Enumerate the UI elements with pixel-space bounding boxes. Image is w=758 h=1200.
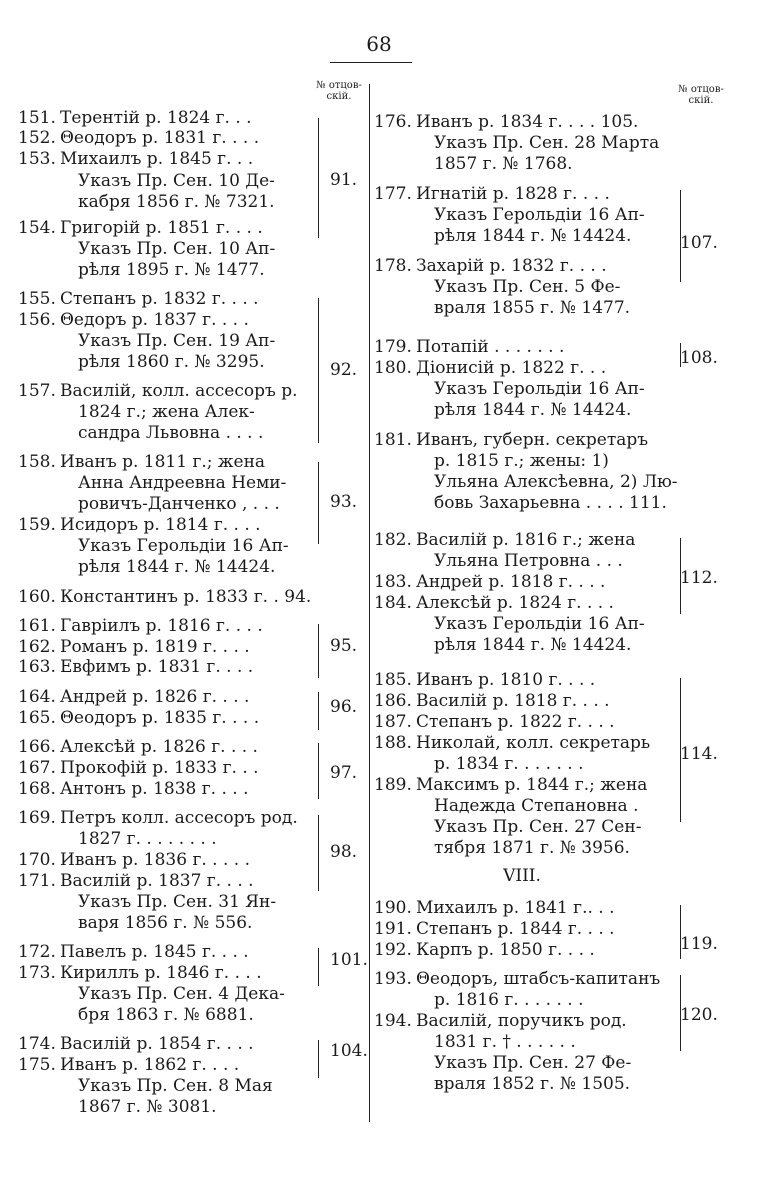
entry-number: 159. [18, 515, 56, 535]
entry-line [18, 808, 298, 829]
entry-text: рѣля 1844 г. № 14424. [434, 400, 632, 420]
group-bracket [316, 1040, 319, 1078]
entry-text: Указъ Пр. Сен. 31 Ян- [78, 892, 277, 912]
entry-text: тября 1871 г. № 3956. [434, 838, 630, 858]
entry-number: 182. [374, 530, 412, 550]
entry-line [374, 775, 647, 796]
entry-line [434, 551, 623, 572]
entry-number: 155. [18, 289, 56, 309]
entry-text: Андрей р. 1826 г. . . . [60, 687, 250, 707]
entry-text: Евфимъ р. 1831 г. . . . [60, 657, 254, 677]
entry-number: 193. [374, 969, 412, 989]
entry-line [78, 1005, 254, 1026]
entry-text: Петръ колл. ассесоръ род. [60, 808, 298, 828]
entry-text: 1857 г. № 1768. [434, 154, 573, 174]
father-ref-number: 97. [330, 763, 358, 783]
entry-text: Иванъ, губерн. секретаръ [416, 430, 649, 450]
entry-text: Указъ Пр. Сен. 27 Фе- [434, 1053, 632, 1073]
entry-text: Алексѣй р. 1824 г. . . . [416, 593, 614, 613]
entry-text: Указъ Пр. Сен. 5 Фе- [434, 277, 621, 297]
entry-text: Василій, поручикъ род. [416, 1011, 627, 1031]
entry-text: Указъ Пр. Сен. 8 Мая [78, 1076, 273, 1096]
entry-text: Андрей р. 1818 г. . . . [416, 572, 606, 592]
entry-line [374, 112, 638, 133]
entry-number: 171. [18, 871, 56, 891]
entry-text: Григорій р. 1851 г. . . . [60, 218, 263, 238]
entry-number: 176. [374, 112, 412, 132]
entry-number: 169. [18, 808, 56, 828]
entry-line [18, 310, 249, 331]
entry-number: 164. [18, 687, 56, 707]
entry-line [78, 423, 263, 444]
entry-line [434, 226, 631, 247]
entry-text: Романъ р. 1819 г. . . . [60, 637, 250, 657]
entry-text: Кириллъ р. 1846 г. . . . [60, 963, 262, 983]
group-bracket [316, 298, 319, 443]
entry-text: 1824 г.; жена Алек- [78, 402, 255, 422]
group-bracket [316, 743, 319, 799]
entry-text: Указъ Пр. Сен. 4 Дека- [78, 984, 285, 1004]
father-ref-number: 120. [680, 1005, 718, 1025]
entry-line [18, 779, 249, 800]
entry-line [434, 205, 645, 226]
entry-text: Михаилъ р. 1841 г.. . . [416, 898, 615, 918]
entry-number: 190. [374, 898, 412, 918]
entry-text: Діонисій р. 1822 г. . . [416, 358, 607, 378]
entry-text: Василій р. 1837 г. . . . [60, 871, 254, 891]
entry-number: 154. [18, 218, 56, 238]
entry-line [18, 128, 259, 149]
entry-line [374, 940, 595, 961]
entry-line [374, 256, 607, 277]
entry-line [78, 913, 252, 934]
entry-text: ровичъ-Данченко , . . . [78, 494, 280, 514]
father-ref-number: 93. [330, 492, 358, 512]
entry-number: 160. [18, 587, 56, 607]
entry-line [434, 1032, 576, 1053]
entry-number: 191. [374, 919, 412, 939]
entry-text: бовь Захарьевна . . . . 111. [434, 493, 667, 513]
entry-line [374, 733, 650, 754]
entry-text: Алексѣй р. 1826 г. . . . [60, 737, 258, 757]
entry-line [18, 289, 259, 310]
entry-line [78, 331, 275, 352]
entry-number: 166. [18, 737, 56, 757]
entry-text: Указъ Пр. Сен. 19 Ап- [78, 331, 276, 351]
entry-number: 162. [18, 637, 56, 657]
entry-text: Павелъ р. 1845 г. . . . [60, 942, 249, 962]
entry-number: 163. [18, 657, 56, 677]
entry-text: Степанъ р. 1844 г. . . . [416, 919, 615, 939]
entry-line [374, 358, 606, 379]
entry-text: Указъ Герольдіи 16 Ап- [434, 205, 645, 225]
entry-text: Указъ Пр. Сен. 27 Сен- [434, 817, 642, 837]
entry-number: 170. [18, 850, 56, 870]
entry-number: 180. [374, 358, 412, 378]
entry-line [374, 530, 635, 551]
entry-line [18, 1055, 239, 1076]
entry-text: Михаилъ р. 1845 г. . . [60, 149, 254, 169]
entry-text: р. 1815 г.; жены: 1) [434, 451, 609, 471]
entry-line [78, 984, 285, 1005]
entry-line [18, 616, 263, 637]
father-ref-number: 104. [330, 1041, 368, 1061]
entry-line [374, 430, 648, 451]
entry-line [434, 154, 573, 175]
entry-text: Надежда Степановна . [434, 796, 639, 816]
entry-line [78, 557, 275, 578]
entry-text: 1867 г. № 3081. [78, 1097, 217, 1117]
entry-text: Константинъ р. 1833 г. . 94. [60, 587, 312, 607]
entry-line [434, 796, 638, 817]
entry-line [18, 850, 250, 871]
entry-number: 194. [374, 1011, 412, 1031]
entry-text: сандра Львовна . . . . [78, 423, 264, 443]
father-ref-number: 107. [680, 233, 718, 253]
father-ref-number: 91. [330, 170, 358, 190]
entry-line [374, 670, 595, 691]
entry-number: 158. [18, 452, 56, 472]
entry-line [434, 635, 631, 656]
father-ref-number: 112. [680, 568, 718, 588]
entry-number: 179. [374, 337, 412, 357]
entry-line [374, 898, 615, 919]
entry-text: Анна Андреевна Неми- [78, 473, 287, 493]
entry-number: 175. [18, 1055, 56, 1075]
group-bracket [316, 118, 319, 238]
entry-line [18, 1034, 254, 1055]
header-rule [330, 62, 412, 63]
entry-text: рѣля 1844 г. № 14424. [78, 557, 276, 577]
entry-line [78, 892, 276, 913]
entry-text: Указъ Герольдіи 16 Ап- [78, 536, 289, 556]
entry-number: 184. [374, 593, 412, 613]
entry-line [18, 942, 249, 963]
entry-line [78, 260, 265, 281]
entry-line [78, 1076, 273, 1097]
group-bracket [316, 624, 319, 678]
entry-line [434, 298, 630, 319]
entry-line [434, 493, 667, 514]
entry-number: 172. [18, 942, 56, 962]
entry-line [434, 133, 659, 154]
entry-number: 187. [374, 712, 412, 732]
entry-text: Терентій р. 1824 г. . . [60, 108, 252, 128]
father-ref-number: 108. [680, 348, 718, 368]
entry-line [78, 1097, 217, 1118]
entry-line [434, 754, 584, 775]
group-bracket [316, 815, 319, 891]
entry-text: Иванъ р. 1810 г. . . . [416, 670, 596, 690]
group-bracket [316, 692, 319, 730]
entry-line [78, 494, 280, 515]
entry-text: Иванъ р. 1834 г. . . . 105. [416, 112, 639, 132]
entry-text: Θедоръ р. 1837 г. . . . [60, 310, 249, 330]
entry-text: Прокофій р. 1833 г. . . [60, 758, 259, 778]
entry-text: Указъ Пр. Сен. 10 Де- [78, 171, 275, 191]
entry-text: враля 1855 г. № 1477. [434, 298, 631, 318]
entry-line [374, 712, 615, 733]
entry-text: Василій р. 1816 г.; жена [416, 530, 636, 550]
entry-text: Игнатій р. 1828 г. . . . [416, 184, 610, 204]
entry-text: Карпъ р. 1850 г. . . . [416, 940, 595, 960]
entry-text: 1827 г. . . . . . . . [78, 829, 217, 849]
entry-line [78, 829, 217, 850]
entry-line [434, 472, 678, 493]
entry-text: Гавріилъ р. 1816 г. . . . [60, 616, 263, 636]
entry-text: Иванъ р. 1836 г. . . . . [60, 850, 250, 870]
entry-line [434, 1053, 631, 1074]
entry-text: Ульяна Алексѣевна, 2) Лю- [434, 472, 678, 492]
entry-text: Максимъ р. 1844 г.; жена [416, 775, 648, 795]
entry-line [18, 758, 259, 779]
father-ref-number: 101. [330, 950, 368, 970]
entry-number: 186. [374, 691, 412, 711]
entry-line [434, 838, 630, 859]
entry-line [434, 379, 645, 400]
entry-text: рѣля 1844 г. № 14424. [434, 635, 632, 655]
entry-text: Василій р. 1818 г. . . . [416, 691, 610, 711]
entry-text: бря 1863 г. № 6881. [78, 1005, 254, 1025]
entry-line [18, 687, 249, 708]
entry-line [18, 381, 298, 402]
entry-line [434, 400, 631, 421]
entry-number: 189. [374, 775, 412, 795]
entry-text: 1831 г. † . . . . . . [434, 1032, 576, 1052]
entry-text: Николай, колл. секретарь [416, 733, 651, 753]
entry-text: р. 1816 г. . . . . . . [434, 990, 584, 1010]
entry-line [374, 184, 610, 205]
entry-line [18, 708, 259, 729]
father-ref-number: 92. [330, 360, 358, 380]
entry-text: варя 1856 г. № 556. [78, 913, 253, 933]
entry-text: Василій р. 1854 г. . . . [60, 1034, 254, 1054]
entry-line [18, 587, 311, 608]
column-header: № отцов- скій. [678, 84, 724, 106]
entry-number: 167. [18, 758, 56, 778]
entry-line [434, 614, 645, 635]
entry-line [374, 572, 605, 593]
entry-text: р. 1834 г. . . . . . . [434, 754, 584, 774]
entry-line [18, 963, 262, 984]
column-header: № отцов- скій. [316, 80, 362, 102]
entry-line [78, 402, 255, 423]
group-bracket [316, 948, 319, 986]
entry-text: Степанъ р. 1832 г. . . . [60, 289, 259, 309]
entry-line [18, 149, 253, 170]
page-number: 68 [366, 32, 392, 56]
entry-line [374, 691, 610, 712]
entry-text: враля 1852 г. № 1505. [434, 1074, 631, 1094]
entry-number: 165. [18, 708, 56, 728]
entry-number: 188. [374, 733, 412, 753]
column-divider [369, 84, 370, 1122]
father-ref-number: 98. [330, 842, 358, 862]
entry-number: 177. [374, 184, 412, 204]
entry-number: 181. [374, 430, 412, 450]
father-ref-number: 96. [330, 697, 358, 717]
entry-number: 183. [374, 572, 412, 592]
entry-line [374, 919, 615, 940]
father-ref-number: 95. [330, 636, 358, 656]
entry-line [18, 871, 254, 892]
entry-line [78, 239, 275, 260]
entry-text: Указъ Герольдіи 16 Ап- [434, 379, 645, 399]
entry-number: 152. [18, 128, 56, 148]
entry-text: Антонъ р. 1838 г. . . . [60, 779, 249, 799]
entry-line [18, 637, 250, 658]
entry-text: Василій, колл. ассесоръ р. [60, 381, 298, 401]
entry-number: 192. [374, 940, 412, 960]
entry-line [78, 352, 265, 373]
entry-line [434, 277, 620, 298]
group-bracket [316, 462, 319, 544]
entry-line [434, 451, 609, 472]
entry-number: 157. [18, 381, 56, 401]
entry-text: Потапій . . . . . . . [416, 337, 565, 357]
entry-line [434, 1074, 630, 1095]
entry-line [78, 192, 275, 213]
entry-number: 185. [374, 670, 412, 690]
entry-text: VIII. [503, 866, 541, 886]
entry-line [434, 817, 641, 838]
entry-number: 178. [374, 256, 412, 276]
entry-line [78, 171, 275, 192]
entry-line [78, 536, 289, 557]
entry-text: рѣля 1895 г. № 1477. [78, 260, 265, 280]
entry-number: 174. [18, 1034, 56, 1054]
entry-text: Ульяна Петровна . . . [434, 551, 623, 571]
entry-text: Захарій р. 1832 г. . . . [416, 256, 607, 276]
entry-line [434, 990, 584, 1011]
entry-text: Θеодоръ, штабсъ-капитанъ [416, 969, 661, 989]
entry-line [374, 969, 660, 990]
entry-line [18, 452, 265, 473]
entry-text: Θеодоръ р. 1831 г. . . . [60, 128, 260, 148]
entry-number: 168. [18, 779, 56, 799]
father-ref-number: 119. [680, 934, 718, 954]
entry-line [18, 657, 253, 678]
entry-number: 156. [18, 310, 56, 330]
entry-text: рѣля 1860 г. № 3295. [78, 352, 265, 372]
entry-text: Указъ Пр. Сен. 10 Ап- [78, 239, 276, 259]
entry-text: Иванъ р. 1811 г.; жена [60, 452, 266, 472]
entry-line [18, 737, 258, 758]
entry-text: Иванъ р. 1862 г. . . . [60, 1055, 240, 1075]
entry-number: 153. [18, 149, 56, 169]
entry-line [374, 337, 564, 358]
entry-text: Указъ Пр. Сен. 28 Марта [434, 133, 660, 153]
entry-number: 151. [18, 108, 56, 128]
entry-line [18, 108, 252, 129]
entry-line [78, 473, 286, 494]
entry-text: Указъ Герольдіи 16 Ап- [434, 614, 645, 634]
entry-line [372, 866, 672, 887]
entry-text: рѣля 1844 г. № 14424. [434, 226, 632, 246]
entry-number: 161. [18, 616, 56, 636]
entry-line [374, 593, 614, 614]
father-ref-number: 114. [680, 744, 718, 764]
entry-line [374, 1011, 627, 1032]
entry-text: Исидоръ р. 1814 г. . . . [60, 515, 261, 535]
entry-text: Степанъ р. 1822 г. . . . [416, 712, 615, 732]
entry-text: кабря 1856 г. № 7321. [78, 192, 275, 212]
entry-number: 173. [18, 963, 56, 983]
entry-line [18, 218, 263, 239]
entry-line [18, 515, 261, 536]
entry-text: Θеодоръ р. 1835 г. . . . [60, 708, 260, 728]
